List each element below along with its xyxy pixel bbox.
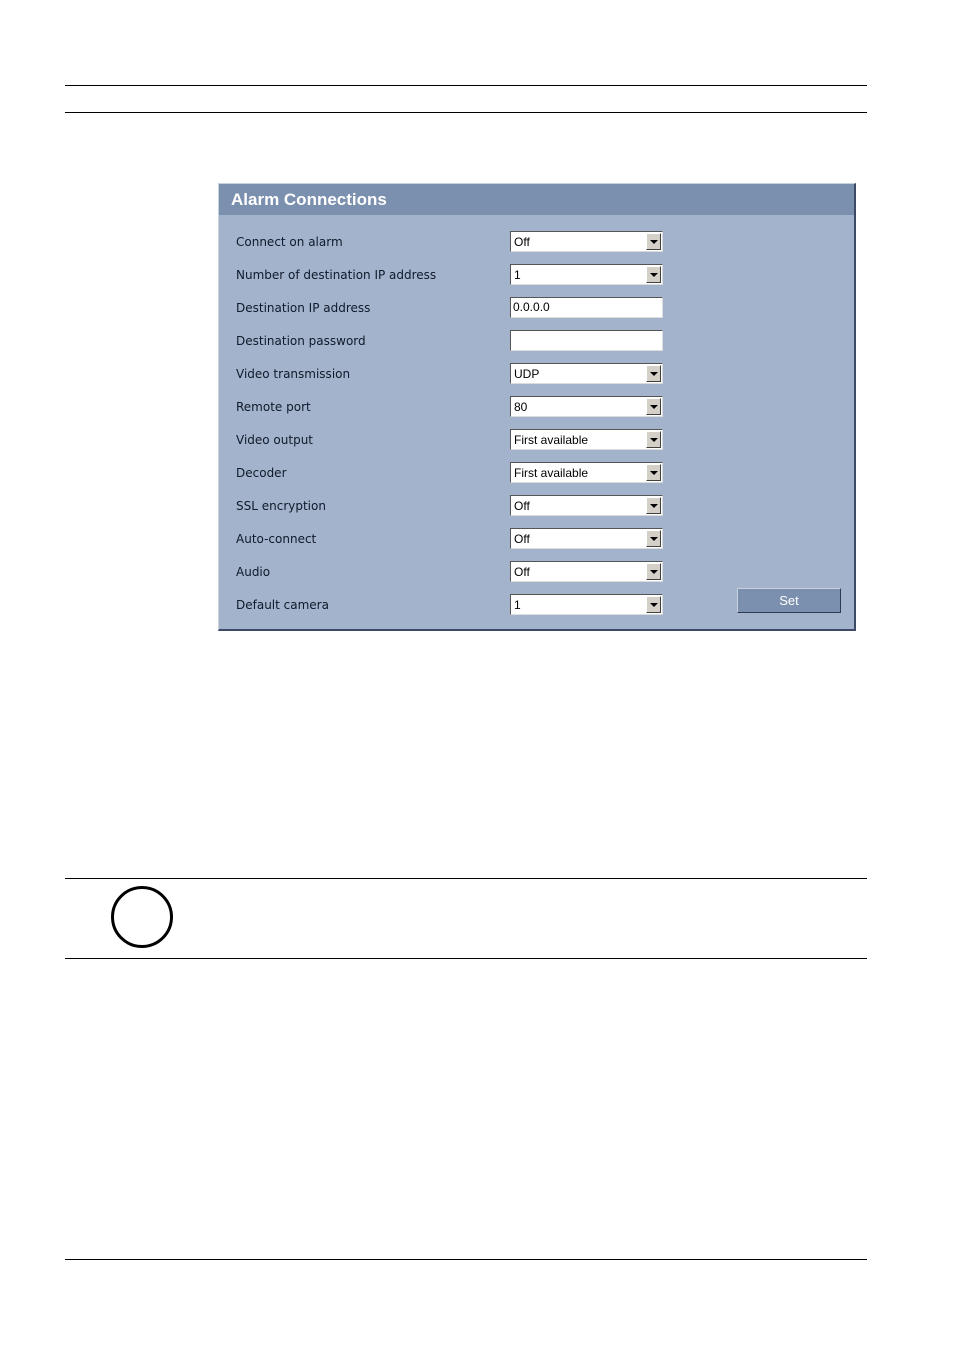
dropdown-arrow-icon[interactable] [646,497,661,514]
number-of-destination-ip-label: Number of destination IP address [236,268,437,282]
audio-label: Audio [236,565,271,579]
video-output-select[interactable] [510,429,663,450]
auto-connect-select[interactable] [510,528,663,549]
dropdown-arrow-icon[interactable] [646,431,661,448]
destination-ip-address-input[interactable]: 0.0.0.0 [510,297,663,318]
default-camera-select[interactable] [510,594,663,615]
note-rule-top [65,878,867,879]
video-transmission-label: Video transmission [236,367,351,381]
select-value: 1 [514,268,521,282]
dropdown-arrow-icon[interactable] [646,233,661,250]
alarm-connections-panel [218,183,856,631]
video-output-label: Video output [236,433,314,447]
auto-connect-label: Auto-connect [236,532,317,546]
select-value: Off [514,565,530,579]
video-transmission-select[interactable] [510,363,663,384]
note-rule-bottom [65,958,867,959]
remote-port-label: Remote port [236,400,311,414]
panel-header [219,184,854,215]
ssl-encryption-label: SSL encryption [236,499,326,513]
select-value: First available [514,466,589,480]
dropdown-arrow-icon[interactable] [646,266,661,283]
connect-on-alarm-select[interactable] [510,231,663,252]
connect-on-alarm-label: Connect on alarm [236,235,343,249]
panel-title: Alarm Connections [231,190,387,209]
select-value: UDP [514,367,540,381]
audio-select[interactable] [510,561,663,582]
ssl-encryption-select[interactable] [510,495,663,516]
dropdown-arrow-icon[interactable] [646,563,661,580]
select-value: 1 [514,598,521,612]
decoder-select[interactable] [510,462,663,483]
footer-rule [65,1259,867,1260]
dropdown-arrow-icon[interactable] [646,398,661,415]
select-value: Off [514,235,530,249]
dropdown-arrow-icon[interactable] [646,530,661,547]
destination-password-label: Destination password [236,334,366,348]
info-circle-icon [111,886,173,948]
default-camera-label: Default camera [236,598,329,612]
decoder-label: Decoder [236,466,287,480]
select-value: Off [514,532,530,546]
destination-password-input[interactable] [510,330,663,351]
select-value: Off [514,499,530,513]
destination-ip-address-label: Destination IP address [236,301,371,315]
dropdown-arrow-icon[interactable] [646,464,661,481]
header-rule-top [65,85,867,86]
select-value: 80 [514,400,528,414]
dropdown-arrow-icon[interactable] [646,365,661,382]
number-of-destination-ip-select[interactable] [510,264,663,285]
select-value: First available [514,433,589,447]
remote-port-select[interactable] [510,396,663,417]
dropdown-arrow-icon[interactable] [646,596,661,613]
header-rule-bottom [65,112,867,113]
set-button[interactable]: Set [737,588,841,613]
